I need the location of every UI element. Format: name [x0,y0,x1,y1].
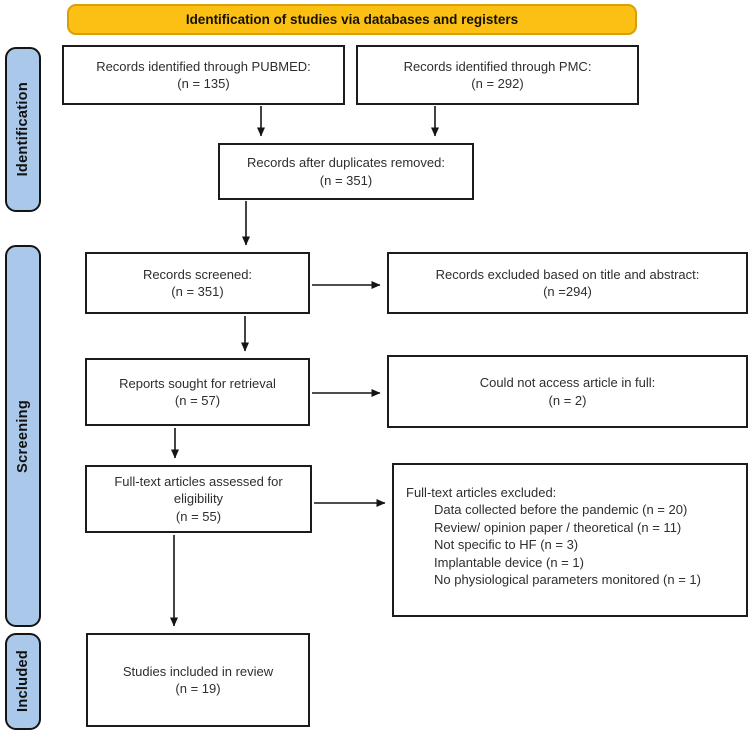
box-fulltext-assessed-eligibility [85,465,312,533]
box-could-not-access-full-count: (n = 2) [548,392,587,408]
fulltext-excluded-reason: Not specific to HF (n = 3) [434,537,579,553]
sidebar-stage-screening [5,245,41,627]
box-studies-included-review [86,633,310,727]
box-records-excluded-title-abstract [387,252,748,314]
box-records-screened-line1: Records screened: [142,266,253,282]
box-duplicates-removed [218,143,474,200]
sidebar-stage-identification [5,47,41,212]
banner-identification-via-databases [67,4,637,35]
sidebar-stage-screening-label: Screening [15,399,31,473]
box-could-not-access-full-line1: Could not access article in full: [479,375,656,391]
box-duplicates-removed-line1: Records after duplicates removed: [247,155,445,171]
box-studies-included-review-count: (n = 19) [175,681,221,696]
sidebar-stage-included [5,633,41,730]
box-fulltext-assessed-eligibility-count: (n = 55) [175,508,222,524]
fulltext-excluded-reason: Data collected before the pandemic (n = 20) [434,502,688,518]
box-records-identified-pubmed-line1: Records identified through PUBMED: [96,58,311,74]
fulltext-excluded-reason: No physiological parameters monitored (n = 1) [434,572,701,588]
box-records-identified-pmc-count: (n = 292) [471,76,524,91]
box-fulltext-assessed-eligibility-line1: Full-text articles assessed for eligibility [114,474,283,507]
box-records-identified-pmc-line1: Records identified through PMC: [403,58,592,74]
box-reports-sought-retrieval-line1: Reports sought for retrieval [119,375,276,391]
box-records-excluded-title-abstract-count: (n =294) [543,284,592,299]
box-records-identified-pmc [356,45,639,105]
box-records-screened [85,252,310,314]
sidebar-stage-included-label: Included [15,650,31,713]
box-records-screened-count: (n = 351) [171,284,224,299]
box-records-identified-pubmed [62,45,345,105]
sidebar-stage-identification-label: Identification [15,82,31,177]
box-records-identified-pubmed-count: (n = 135) [177,76,230,91]
box-fulltext-excluded [392,463,748,617]
box-fulltext-excluded-title: Full-text articles excluded: [406,485,557,500]
box-studies-included-review-line1: Studies included in review [122,663,274,679]
box-duplicates-removed-count: (n = 351) [319,172,373,188]
fulltext-excluded-reason: Review/ opinion paper / theoretical (n = 11) [434,519,682,535]
fulltext-excluded-reason: Implantable device (n = 1) [434,554,584,570]
box-could-not-access-full [387,355,748,428]
box-records-excluded-title-abstract-line1: Records excluded based on title and abstract: [435,266,700,282]
box-reports-sought-retrieval [85,358,310,426]
box-reports-sought-retrieval-count: (n = 57) [174,393,221,408]
banner-label: Identification of studies via databases and registers [185,12,519,27]
